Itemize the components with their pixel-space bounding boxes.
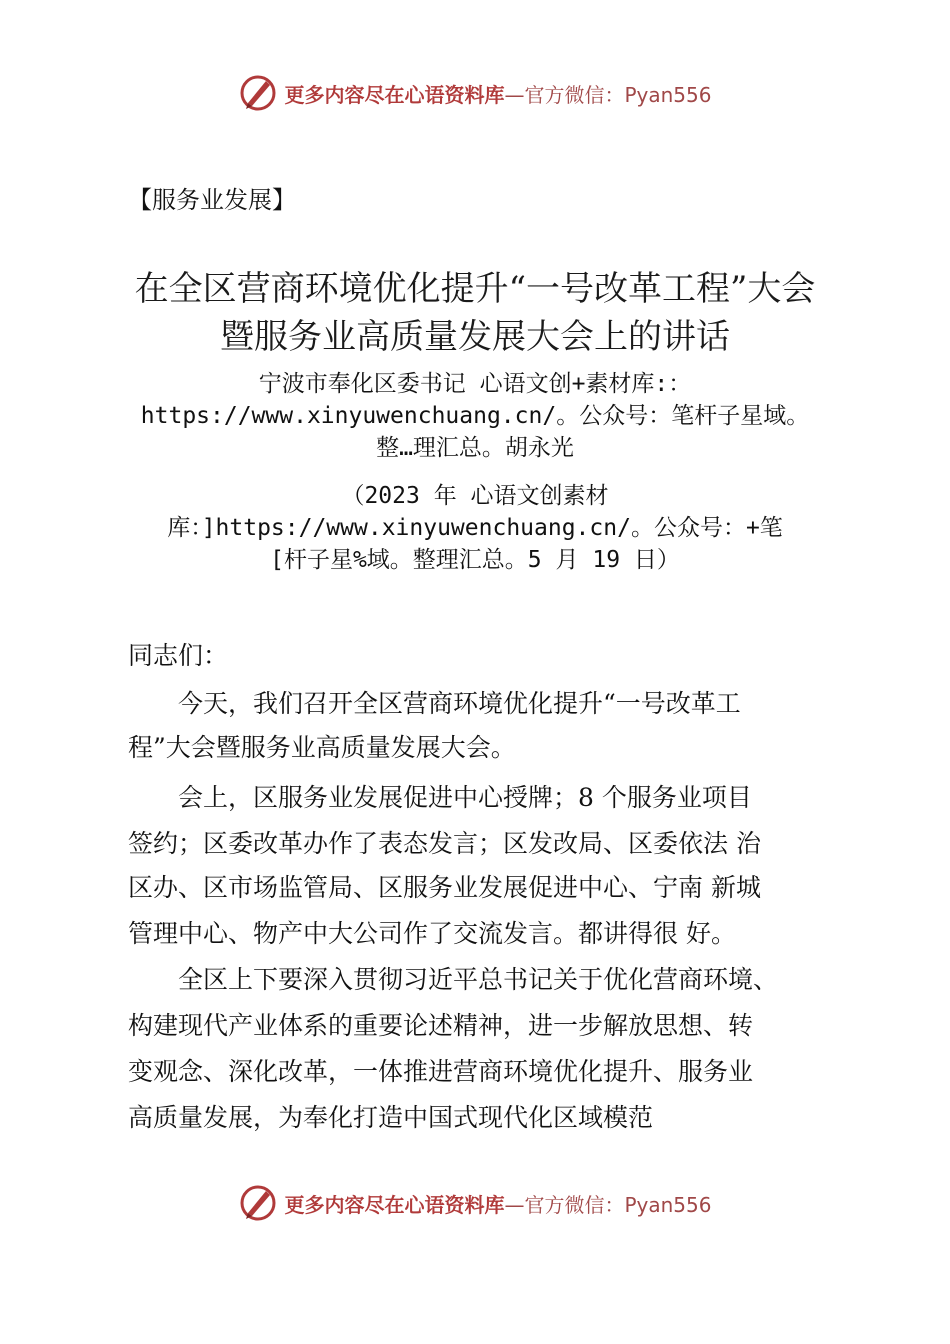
date-line-3: [杆子星%域。整理汇总。5 月 19 日） — [270, 547, 680, 573]
paragraph-line: 管理中心、物产中大公司作了交流发言。都讲得很 好。 — [128, 919, 736, 948]
paragraph-line: 今天，我们召开全区营商环境优化提升“一号改革工 — [128, 689, 741, 718]
watermark-main-text: 更多内容尽在心语资料库 — [284, 82, 505, 107]
paragraph-line: 构建现代产业体系的重要论述精神，进一步解放思想、转 — [128, 1011, 754, 1040]
author-line-2: https://www.xinyuwenchuang.cn/。公众号：笔杆子星域。 — [140, 403, 810, 429]
date-line-1: （2023 年 心语文创素材 — [341, 483, 609, 509]
paragraph-line: 签约；区委改革办作了表态发言；区发改局、区委依法 治 — [128, 829, 761, 858]
watermark-suffix-text: —官方微信：Pyan556 — [504, 82, 712, 107]
paragraph-line: 高质量发展，为奉化打造中国式现代化区域模范 — [128, 1103, 654, 1132]
category-label: 【服务业发展】 — [128, 186, 296, 214]
paragraph-line: 程”大会暨服务业高质量发展大会。 — [128, 733, 516, 762]
watermark-suffix-text: —官方微信：Pyan556 — [504, 1192, 712, 1217]
watermark-main-text: 更多内容尽在心语资料库 — [284, 1192, 505, 1217]
paragraph-line: 全区上下要深入贯彻习近平总书记关于优化营商环境、 — [128, 965, 779, 994]
pen-logo-icon — [238, 73, 278, 113]
salutation: 同志们： — [128, 641, 229, 670]
paragraph-line: 区办、区市场监管局、区服务业发展促进中心、宁南 新城 — [128, 873, 761, 902]
author-line-1: 宁波市奉化区委书记 心语文创+素材库:： — [258, 371, 692, 397]
pen-logo-icon — [238, 1183, 278, 1223]
header-watermark — [0, 70, 950, 116]
author-line-3: 整…理汇总。胡永光 — [376, 435, 574, 461]
date-line-2: 库：]https://www.xinyuwenchuang.cn/。公众号：+笔 — [167, 515, 783, 541]
document-title-line-1: 在全区营商环境优化提升“一号改革工程”大会 — [134, 269, 816, 309]
footer-watermark — [0, 1180, 950, 1226]
paragraph-line: 变观念、深化改革，一体推进营商环境优化提升、服务业 — [128, 1057, 754, 1086]
document-title-line-2: 暨服务业高质量发展大会上的讲话 — [220, 317, 730, 357]
paragraph-line: 会上，区服务业发展促进中心授牌；8 个服务业项目 — [128, 783, 752, 812]
